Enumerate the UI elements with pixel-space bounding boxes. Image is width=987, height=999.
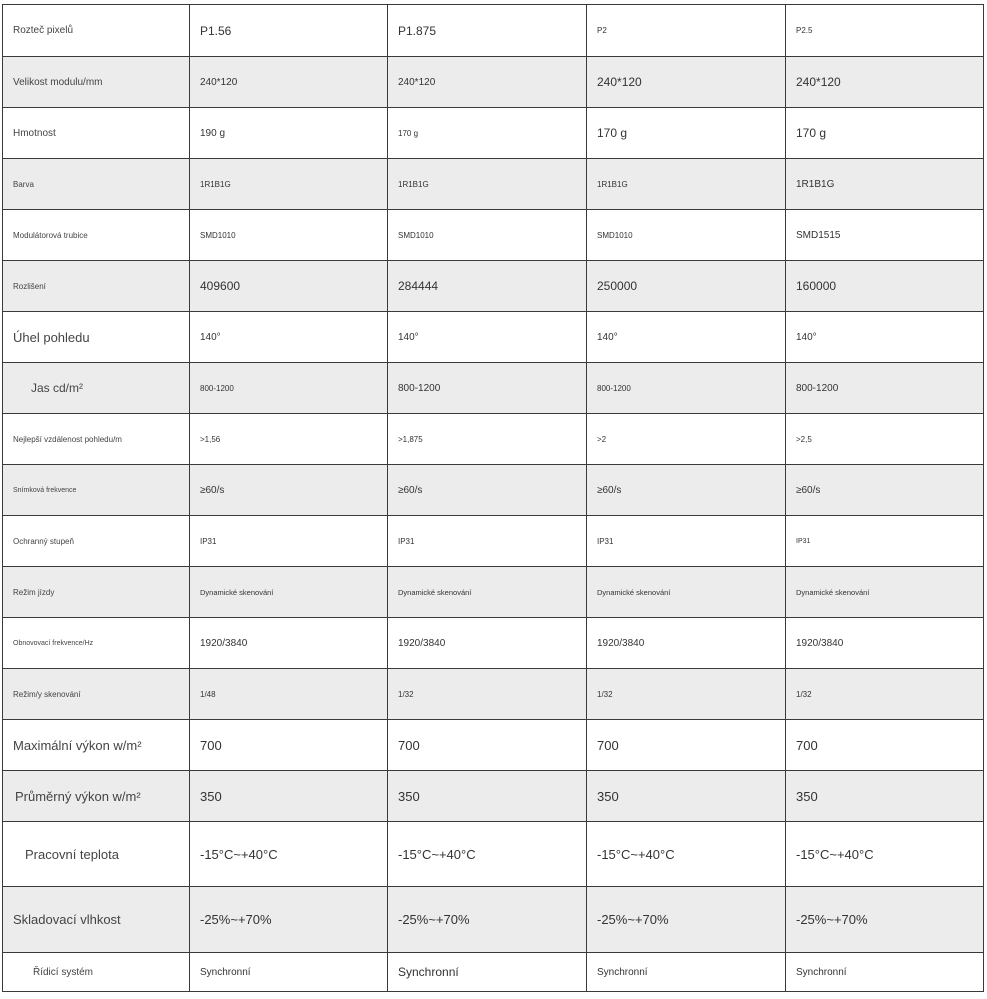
cell-value: SMD1010	[587, 210, 786, 261]
cell-value: 170 g	[786, 108, 984, 159]
cell-value: 140°	[786, 312, 984, 363]
row-label-weight: Hmotnost	[3, 108, 190, 159]
cell-value: Dynamické skenování	[190, 567, 388, 618]
cell-value: -25%~+70%	[190, 887, 388, 953]
row-label-refresh-rate: Obnovovací frekvence/Hz	[3, 618, 190, 669]
cell-value: 1R1B1G	[587, 159, 786, 210]
cell-value: >2	[587, 414, 786, 465]
row-label-operating-temp: Pracovní teplota	[3, 822, 190, 887]
cell-value: 250000	[587, 261, 786, 312]
cell-value: 700	[190, 720, 388, 771]
cell-value: 1920/3840	[786, 618, 984, 669]
cell-value: 1920/3840	[190, 618, 388, 669]
row-label-viewing-angle: Úhel pohledu	[3, 312, 190, 363]
row-label-frame-rate: Snímková frekvence	[3, 465, 190, 516]
row-label-control-system: Řídicí systém	[3, 953, 190, 992]
cell-value: 140°	[587, 312, 786, 363]
cell-value: 170 g	[388, 108, 587, 159]
row-label-best-viewing-distance: Nejlepší vzdálenost pohledu/m	[3, 414, 190, 465]
cell-value: ≥60/s	[587, 465, 786, 516]
row-label-protection-class: Ochranný stupeň	[3, 516, 190, 567]
cell-value: 1/32	[388, 669, 587, 720]
cell-value: P2	[587, 5, 786, 57]
cell-value: 800-1200	[190, 363, 388, 414]
cell-value: 350	[190, 771, 388, 822]
cell-value: 284444	[388, 261, 587, 312]
cell-value: IP31	[190, 516, 388, 567]
cell-value: ≥60/s	[786, 465, 984, 516]
cell-value: Dynamické skenování	[587, 567, 786, 618]
row-label-scan-mode: Režim/y skenování	[3, 669, 190, 720]
cell-value: -25%~+70%	[587, 887, 786, 953]
cell-value: 409600	[190, 261, 388, 312]
cell-value: -15°C~+40°C	[587, 822, 786, 887]
cell-value: 700	[786, 720, 984, 771]
cell-value: Synchronní	[190, 953, 388, 992]
cell-value: SMD1515	[786, 210, 984, 261]
cell-value: 140°	[190, 312, 388, 363]
cell-value: 1R1B1G	[190, 159, 388, 210]
cell-value: 800-1200	[587, 363, 786, 414]
cell-value: 350	[786, 771, 984, 822]
cell-value: 160000	[786, 261, 984, 312]
cell-value: P1.56	[190, 5, 388, 57]
cell-value: >1,56	[190, 414, 388, 465]
cell-value: 1920/3840	[388, 618, 587, 669]
cell-value: 1/32	[587, 669, 786, 720]
cell-value: 140°	[388, 312, 587, 363]
row-label-avg-power: Průměrný výkon w/m²	[3, 771, 190, 822]
cell-value: Synchronní	[587, 953, 786, 992]
row-label-pixel-pitch: Rozteč pixelů	[3, 5, 190, 57]
cell-value: 700	[587, 720, 786, 771]
spec-table	[2, 4, 984, 992]
cell-value: 240*120	[786, 57, 984, 108]
cell-value: P2.5	[786, 5, 984, 57]
cell-value: 1920/3840	[587, 618, 786, 669]
cell-value: Synchronní	[388, 953, 587, 992]
cell-value: IP31	[786, 516, 984, 567]
cell-value: 240*120	[190, 57, 388, 108]
cell-value: 350	[388, 771, 587, 822]
cell-value: 700	[388, 720, 587, 771]
row-label-drive-mode: Režim jízdy	[3, 567, 190, 618]
cell-value: Synchronní	[786, 953, 984, 992]
cell-value: SMD1010	[388, 210, 587, 261]
cell-value: Dynamické skenování	[786, 567, 984, 618]
row-label-brightness: Jas cd/m²	[3, 363, 190, 414]
cell-value: -15°C~+40°C	[190, 822, 388, 887]
cell-value: 800-1200	[786, 363, 984, 414]
cell-value: -15°C~+40°C	[388, 822, 587, 887]
row-label-module-size: Velikost modulu/mm	[3, 57, 190, 108]
cell-value: 1/48	[190, 669, 388, 720]
cell-value: SMD1010	[190, 210, 388, 261]
cell-value: -25%~+70%	[388, 887, 587, 953]
cell-value: 1/32	[786, 669, 984, 720]
cell-value: ≥60/s	[388, 465, 587, 516]
cell-value: Dynamické skenování	[388, 567, 587, 618]
row-label-storage-humidity: Skladovací vlhkost	[3, 887, 190, 953]
cell-value: 240*120	[388, 57, 587, 108]
row-label-modulator-tube: Modulátorová trubice	[3, 210, 190, 261]
row-label-max-power: Maximální výkon w/m²	[3, 720, 190, 771]
row-label-resolution: Rozlišení	[3, 261, 190, 312]
cell-value: 1R1B1G	[388, 159, 587, 210]
cell-value: -25%~+70%	[786, 887, 984, 953]
cell-value: IP31	[587, 516, 786, 567]
cell-value: 350	[587, 771, 786, 822]
cell-value: ≥60/s	[190, 465, 388, 516]
cell-value: 240*120	[587, 57, 786, 108]
cell-value: P1.875	[388, 5, 587, 57]
cell-value: -15°C~+40°C	[786, 822, 984, 887]
cell-value: >1,875	[388, 414, 587, 465]
cell-value: IP31	[388, 516, 587, 567]
cell-value: 800-1200	[388, 363, 587, 414]
cell-value: 170 g	[587, 108, 786, 159]
cell-value: 1R1B1G	[786, 159, 984, 210]
cell-value: >2,5	[786, 414, 984, 465]
row-label-color: Barva	[3, 159, 190, 210]
cell-value: 190 g	[190, 108, 388, 159]
